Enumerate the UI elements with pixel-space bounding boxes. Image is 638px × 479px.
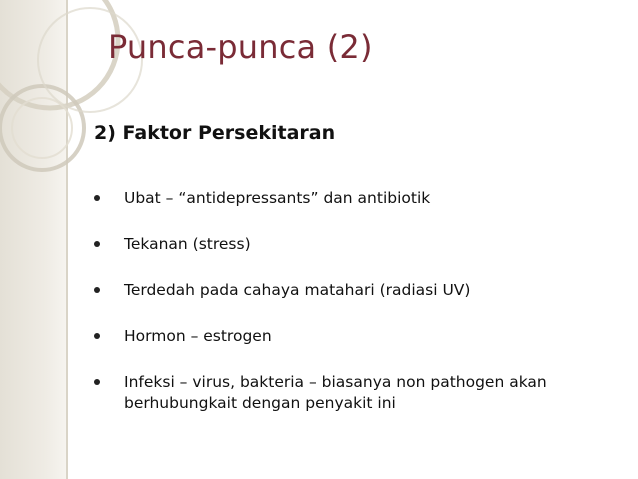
bullet-item-terdedah	[94, 280, 614, 300]
bullet-dot-icon	[94, 379, 100, 385]
bullet-dot-icon	[94, 241, 100, 247]
bullet-text: Infeksi – virus, bakteria – biasanya non pathogen akan berhubungkait dengan penyakit ini	[124, 373, 547, 412]
bullet-text: Ubat – “antidepressants” dan antibiotik	[124, 189, 431, 207]
bullet-dot-icon	[94, 195, 100, 201]
bullet-item-tekanan	[94, 234, 614, 254]
bullet-item-ubat	[94, 188, 614, 208]
section-subtitle: 2) Faktor Persekitaran	[94, 122, 336, 144]
bullet-text: Hormon – estrogen	[124, 327, 272, 345]
bullet-list	[94, 188, 614, 440]
slide-title: Punca-punca (2)	[108, 28, 373, 66]
bullet-item-hormon	[94, 326, 614, 346]
bullet-dot-icon	[94, 287, 100, 293]
bullet-dot-icon	[94, 333, 100, 339]
bullet-text: Tekanan (stress)	[124, 235, 251, 253]
bullet-item-infeksi	[94, 372, 614, 414]
bullet-text: Terdedah pada cahaya matahari (radiasi UV)	[124, 281, 471, 299]
